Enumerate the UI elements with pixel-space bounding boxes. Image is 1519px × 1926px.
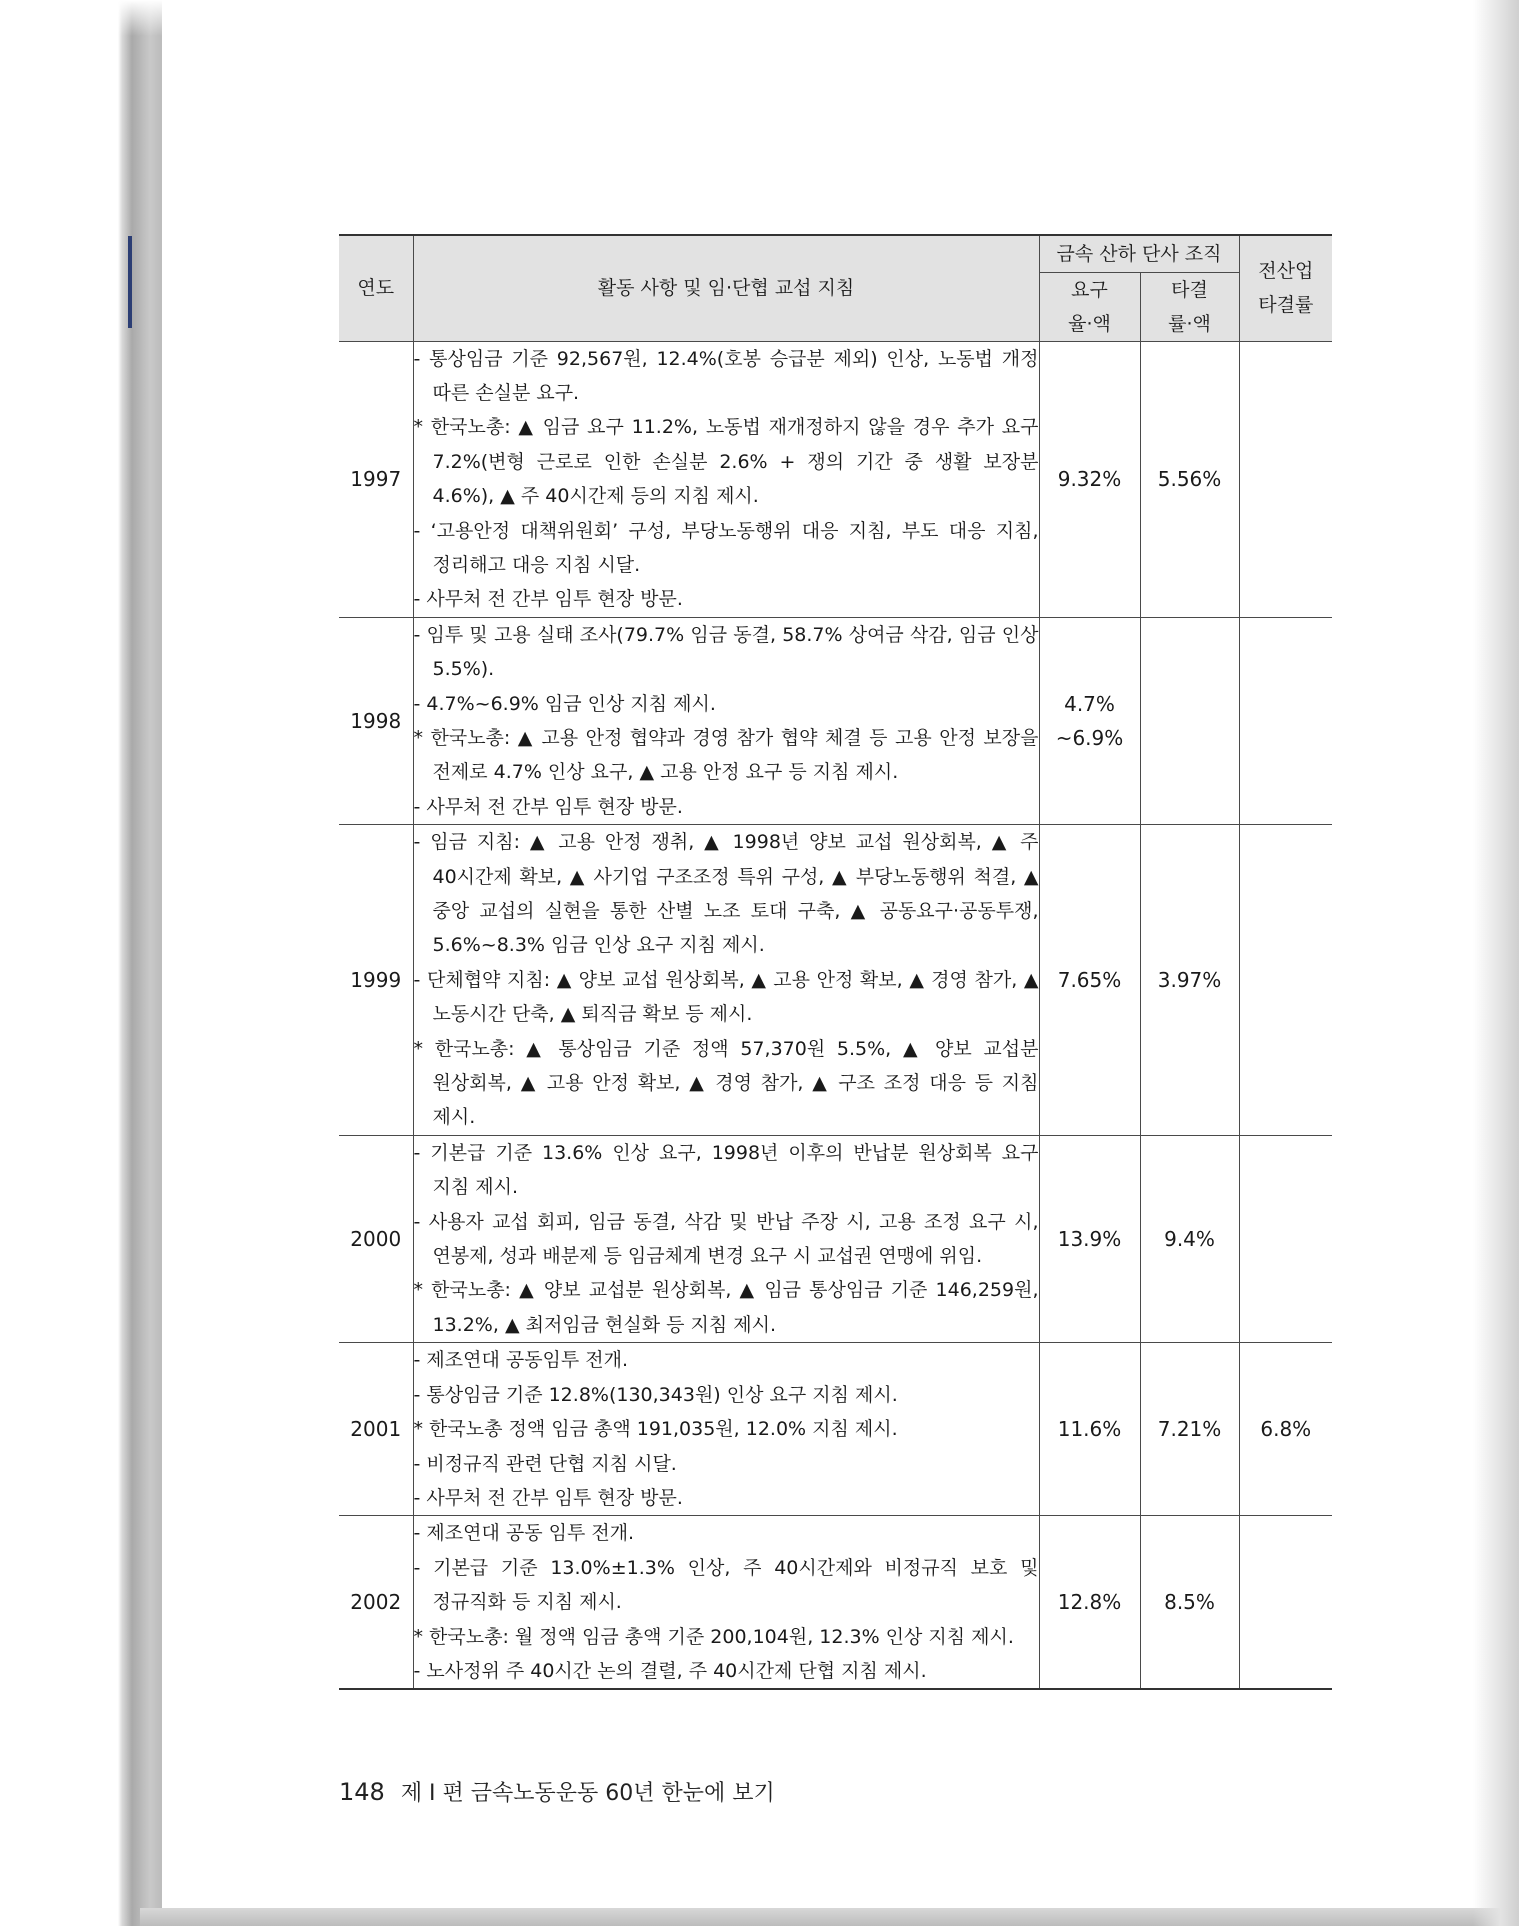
book-spine-edge xyxy=(0,0,162,1926)
header-settle-line1: 타결 xyxy=(1171,278,1208,301)
header-demand-line2: 율·액 xyxy=(1068,312,1111,335)
page-number: 148 xyxy=(339,1778,385,1806)
demand-rate-cell xyxy=(1039,617,1140,824)
header-year: 연도 xyxy=(339,235,413,341)
year-cell: 2000 xyxy=(339,1135,413,1342)
header-demand-line1: 요구 xyxy=(1071,278,1108,301)
header-activity: 활동 사항 및 임·단협 교섭 지침 xyxy=(413,235,1039,341)
activity-item: - 사무처 전 간부 임투 현장 방문. xyxy=(413,588,683,611)
wage-negotiation-table xyxy=(339,234,1332,1690)
activity-item: * 한국노총: ▲ 양보 교섭분 원상회복, ▲ 임금 통상임금 기준 146,259원, 13.2%, ▲ 최저임금 현실화 등 지침 제시. xyxy=(413,1279,1039,1336)
demand-rate-cell: 9.32% xyxy=(1039,341,1140,617)
table-body xyxy=(339,341,1332,1689)
all-industry-rate-cell xyxy=(1239,617,1332,824)
demand-rate-cell-line: 4.7% xyxy=(1064,691,1115,716)
activity-item: - 사용자 교섭 회피, 임금 동결, 삭감 및 반납 주장 시, 고용 조정 요구 시, 연봉제, 성과 배분제 등 임금체계 변경 요구 시 교섭권 연맹에 위임. xyxy=(413,1210,1039,1268)
activity-item: * 한국노총 정액 임금 총액 191,035원, 12.0% 지침 제시. xyxy=(413,1418,898,1441)
settle-rate-cell: 5.56% xyxy=(1140,341,1239,617)
activity-item: - 비정규직 관련 단협 지침 시달. xyxy=(413,1452,677,1475)
settle-rate-cell: 7.21% xyxy=(1140,1343,1239,1516)
book-bottom-edge xyxy=(140,1908,1519,1926)
all-industry-rate-cell xyxy=(1239,341,1332,617)
header-settle xyxy=(1140,272,1239,341)
demand-rate-cell: 7.65% xyxy=(1039,825,1140,1136)
activity-item: - 임투 및 고용 실태 조사(79.7% 임금 동결, 58.7% 상여금 삭감, 임금 인상 5.5%). xyxy=(413,623,1039,681)
all-industry-rate-cell xyxy=(1239,1135,1332,1342)
activity-item: - 4.7%~6.9% 임금 인상 지침 제시. xyxy=(413,692,716,715)
header-settle-line2: 률·액 xyxy=(1168,312,1211,335)
settle-rate-cell xyxy=(1140,617,1239,824)
year-cell: 1997 xyxy=(339,341,413,617)
page-footer xyxy=(339,1776,775,1807)
header-all-industry-line1: 전산업 xyxy=(1258,260,1314,283)
all-industry-rate-cell xyxy=(1239,825,1332,1136)
activity-cell xyxy=(413,341,1039,617)
activity-item: - 기본급 기준 13.6% 인상 요구, 1998년 이후의 반납분 원상회복 요구 지침 제시. xyxy=(413,1141,1039,1199)
activity-item: * 한국노총: ▲ 임금 요구 11.2%, 노동법 재개정하지 않을 경우 추가 요구 7.2%(변형 근로로 인한 손실분 2.6% + 쟁의 기간 중 생활 보장분 4.6%), ▲ 주 40시간제 등의 지침 제시. xyxy=(413,416,1039,508)
activity-cell xyxy=(413,1135,1039,1342)
activity-item: - 단체협약 지침: ▲ 양보 교섭 원상회복, ▲ 고용 안정 확보, ▲ 경영 참가, ▲ 노동시간 단축, ▲ 퇴직금 확보 등 제시. xyxy=(413,968,1039,1026)
all-industry-rate-cell xyxy=(1239,1516,1332,1690)
page-right-shadow xyxy=(1473,0,1519,1926)
book-edge-top xyxy=(118,0,162,36)
activity-cell xyxy=(413,1343,1039,1516)
activity-item: * 한국노총: 월 정액 임금 총액 기준 200,104원, 12.3% 인상 지침 제시. xyxy=(413,1625,1014,1648)
header-demand xyxy=(1039,272,1140,341)
activity-item: - ‘고용안정 대책위원회’ 구성, 부당노동행위 대응 지침, 부도 대응 지침, 정리해고 대응 지침 시달. xyxy=(413,519,1039,576)
demand-rate-cell: 11.6% xyxy=(1039,1343,1140,1516)
header-metal-group: 금속 산하 단사 조직 xyxy=(1039,235,1239,272)
header-all-industry xyxy=(1239,235,1332,341)
activity-item: - 노사정위 주 40시간 논의 결렬, 주 40시간제 단협 지침 제시. xyxy=(413,1659,927,1682)
activity-item: - 통상임금 기준 92,567원, 12.4%(호봉 승급분 제외) 인상, 노동법 개정 따른 손실분 요구. xyxy=(413,347,1039,404)
activity-item: - 제조연대 공동 임투 전개. xyxy=(413,1522,635,1545)
year-cell: 2001 xyxy=(339,1343,413,1516)
year-cell: 1999 xyxy=(339,825,413,1136)
activity-item: - 제조연대 공동임투 전개. xyxy=(413,1349,629,1372)
table-row xyxy=(339,825,1332,1136)
activity-item: - 사무처 전 간부 임투 현장 방문. xyxy=(413,795,683,818)
activity-cell xyxy=(413,617,1039,824)
header-all-industry-line2: 타결률 xyxy=(1258,294,1314,317)
activity-item: - 통상임금 기준 12.8%(130,343원) 인상 요구 지침 제시. xyxy=(413,1383,898,1406)
settle-rate-cell: 3.97% xyxy=(1140,825,1239,1136)
activity-item: - 임금 지침: ▲ 고용 안정 쟁취, ▲ 1998년 양보 교섭 원상회복, ▲ 주 40시간제 확보, ▲ 사기업 구조조정 특위 구성, ▲ 부당노동행위 척결, ▲ 중앙 교섭의 실현을 통한 산별 노조 토대 구축, ▲ 공동요구·공동투쟁, 5.6%~8.3% 임금 인상 요구 지침 제시. xyxy=(413,831,1039,957)
section-title: 제 I 편 금속노동운동 60년 한눈에 보기 xyxy=(400,1781,775,1806)
table-row xyxy=(339,1135,1332,1342)
activity-item: - 기본급 기준 13.0%±1.3% 인상, 주 40시간제와 비정규직 보호 및 정규직화 등 지침 제시. xyxy=(413,1556,1039,1614)
activity-item: - 사무처 전 간부 임투 현장 방문. xyxy=(413,1486,683,1509)
table-row xyxy=(339,341,1332,617)
year-cell: 1998 xyxy=(339,617,413,824)
activity-cell xyxy=(413,1516,1039,1690)
activity-item: * 한국노총: ▲ 통상임금 기준 정액 57,370원 5.5%, ▲ 양보 교섭분 원상회복, ▲ 고용 안정 확보, ▲ 경영 참가, ▲ 구조 조정 대응 등 지침 제시. xyxy=(413,1037,1039,1129)
settle-rate-cell: 9.4% xyxy=(1140,1135,1239,1342)
demand-rate-cell: 12.8% xyxy=(1039,1516,1140,1690)
table-row xyxy=(339,1343,1332,1516)
spine-bookmark xyxy=(128,236,132,328)
demand-rate-cell: 13.9% xyxy=(1039,1135,1140,1342)
settle-rate-cell: 8.5% xyxy=(1140,1516,1239,1690)
demand-rate-cell-line: ~6.9% xyxy=(1055,725,1124,750)
table-row xyxy=(339,617,1332,824)
activity-cell xyxy=(413,825,1039,1136)
year-cell: 2002 xyxy=(339,1516,413,1690)
activity-item: * 한국노총: ▲ 고용 안정 협약과 경영 참가 협약 체결 등 고용 안정 보장을 전제로 4.7% 인상 요구, ▲ 고용 안정 요구 등 지침 제시. xyxy=(413,726,1039,784)
table-row xyxy=(339,1516,1332,1690)
all-industry-rate-cell: 6.8% xyxy=(1239,1343,1332,1516)
